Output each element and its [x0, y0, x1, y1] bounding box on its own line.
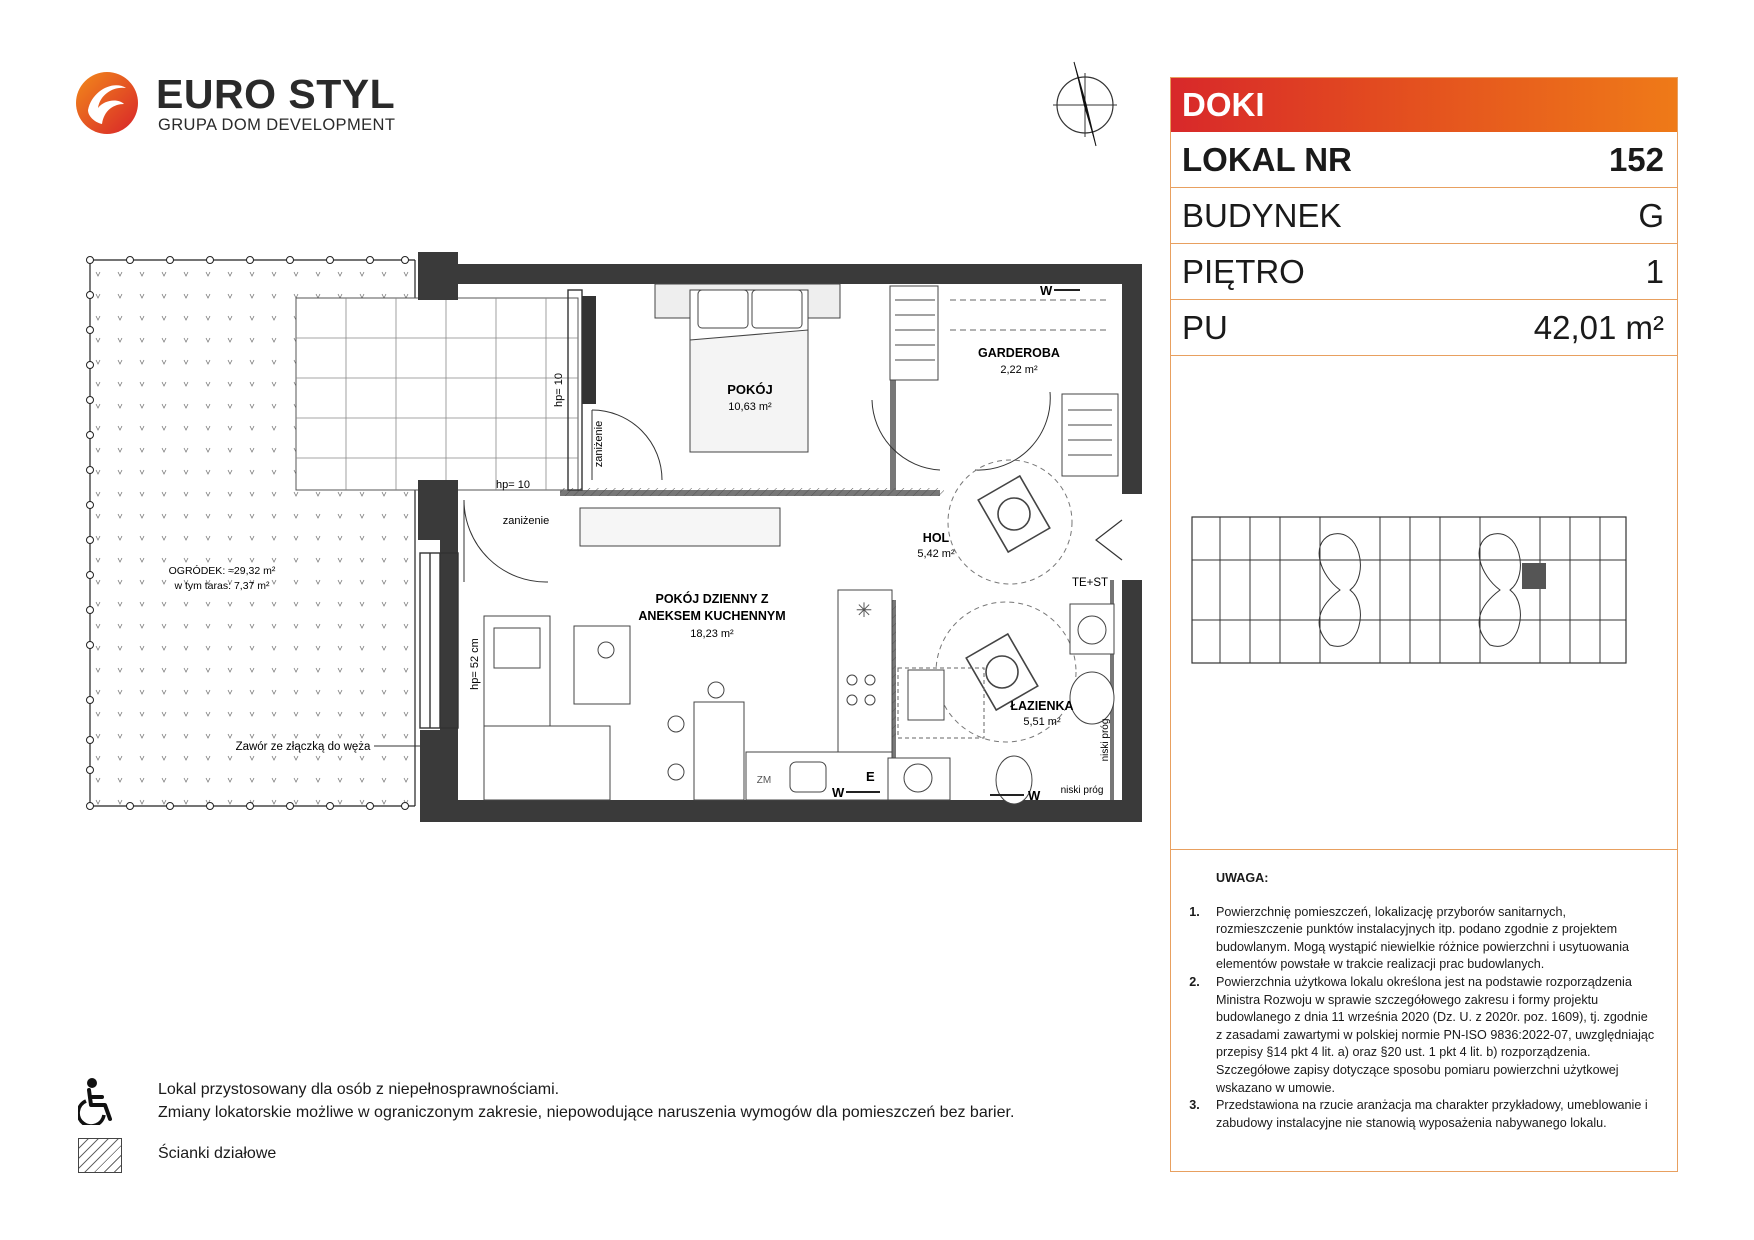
info-row-pietro [1171, 244, 1677, 300]
tv-cabinet [580, 508, 780, 546]
note-item [1171, 904, 1677, 974]
bed [655, 284, 840, 452]
note-text: Powierzchnia użytkowa lokalu określona jest na podstawie rozporządzenia Ministra Rozwoju w sprawie szczegółowego zakresu i formy projektu budowlanego z dnia 11 września 2020 (Dz. U. z 2020r. poz. 1609), tj. zgodnie z zasadami zawartymi w polskiej normie PN-ISO 9836:2022-07, uwzględniając przepisy §14 pkt 4 lit. a) oraz §20 ust. 1 pkt 4 lit. b) rozporządzenia. Szczegółowe zapisy dotyczące sposobu pomiaru powierzchni użytkowej wskazano w umowie. [1216, 974, 1655, 1095]
wardrobe-rails [950, 300, 1110, 330]
coffee-table [574, 626, 630, 704]
floor-plan [0, 0, 1160, 850]
terrace-area-label: w tym taras: 7,37 m² [174, 580, 270, 592]
bathroom-fixtures [888, 604, 1114, 804]
electric-marker: E [866, 769, 875, 784]
accessible-note-line1: Lokal przystosowany dla osób z niepełnosprawnościami. [158, 1081, 560, 1098]
accessibility-icon [78, 1077, 122, 1125]
wardrobe [890, 286, 1118, 476]
entrance-door [1096, 520, 1122, 560]
note-number: 1. [1189, 904, 1200, 919]
room-label-garderoba: GARDEROBA [978, 346, 1060, 360]
info-label-pietro: PIĘTRO [1182, 252, 1305, 290]
room-area-dzienny: 18,23 m² [690, 628, 734, 640]
lowering-label-a: zaniżenie [502, 515, 550, 527]
note-item [1171, 1097, 1677, 1132]
info-row-budynek [1171, 188, 1677, 244]
partition-legend-label: Ścianki działowe [158, 1145, 277, 1162]
info-value-budynek: G [1638, 196, 1664, 234]
room-label-dzienny-1: POKÓJ DZIENNY Z [655, 592, 769, 606]
room-label-dzienny-2: ANEKSEM KUCHENNYM [638, 609, 786, 623]
low-threshold-label-b: niski próg [1100, 718, 1111, 762]
investment-name: DOKI [1171, 78, 1677, 132]
note-number: 3. [1189, 1098, 1200, 1113]
threshold-height-label-a: hp= 10 [496, 479, 530, 491]
info-value-pu: 42,01 m² [1533, 308, 1664, 346]
info-row-lokal [1171, 132, 1677, 188]
notes-section [1171, 849, 1677, 1132]
info-value-lokal: 152 [1608, 140, 1664, 178]
room-area-hol: 5,42 m² [917, 548, 955, 560]
room-label-pokoj: POKÓJ [727, 382, 773, 397]
telecom-label: TE+ST [1071, 577, 1109, 589]
meter-label: ZM [756, 775, 772, 786]
partition-legend-swatch [78, 1138, 122, 1173]
logo-name: EURO STYL [156, 71, 396, 117]
dining-set [668, 682, 744, 800]
info-value-pietro: 1 [1645, 252, 1664, 290]
apartment-info-panel [1170, 77, 1678, 1172]
note-item [1171, 974, 1677, 1097]
note-text: Przedstawiona na rzucie aranżacja ma charakter przykładowy, umeblowanie i zabudowy instalacyjne nie stanowią wyposażenia nabywanego lokalu. [1216, 1098, 1648, 1130]
notes-title: UWAGA: [1216, 871, 1269, 885]
kitchen-hood-icon: ✳ [855, 600, 873, 622]
water-marker-2: W [832, 785, 845, 800]
threshold-height-label-b: hp= 10 [553, 373, 565, 407]
note-text: Powierzchnię pomieszczeń, lokalizację przyborów sanitarnych, rozmieszczenie punktów instalacyjnych itp. podano zgodnie z projektem budowlanym. Mogą wystąpić niewielkie różnice powierzchni i usytuowania elementów powstałe w trakcie realizacji prac budowlanych. [1216, 904, 1629, 972]
note-number: 2. [1189, 974, 1200, 989]
partition-wall [560, 488, 944, 496]
room-label-hol: HOL [922, 531, 950, 545]
wheelchair-icon-hall [978, 476, 1050, 552]
room-area-pokoj: 10,63 m² [728, 401, 772, 413]
logo-subtitle: GRUPA DOM DEVELOPMENT [158, 116, 396, 134]
info-label-pu: PU [1182, 308, 1228, 346]
lowering-label-b: zaniżenie [593, 420, 605, 468]
low-threshold-label-a: niski próg [1060, 785, 1104, 796]
radiator [582, 296, 596, 404]
room-area-garderoba: 2,22 m² [1000, 364, 1038, 376]
sill-height-label: hp= 52 cm [469, 638, 481, 690]
water-marker-1: W [1040, 283, 1053, 298]
room-area-lazienka: 5,51 m² [1023, 716, 1061, 728]
valve-label: Zawór ze złączką do węża [235, 741, 371, 753]
accessible-note-line2: Zmiany lokatorskie możliwe w ograniczonym zakresie, niepowodujące naruszenia wymogów dla pomieszczeń bez barier. [158, 1104, 1015, 1121]
info-row-pu [1171, 300, 1677, 356]
info-label-budynek: BUDYNEK [1182, 196, 1342, 234]
water-marker-3: W [1028, 788, 1041, 803]
room-label-lazienka: ŁAZIENKA [1010, 699, 1074, 713]
garden-area-label: OGRÓDEK: ≈29,32 m² [168, 565, 276, 577]
info-label-lokal: LOKAL NR [1182, 140, 1352, 178]
terrace [296, 298, 578, 490]
